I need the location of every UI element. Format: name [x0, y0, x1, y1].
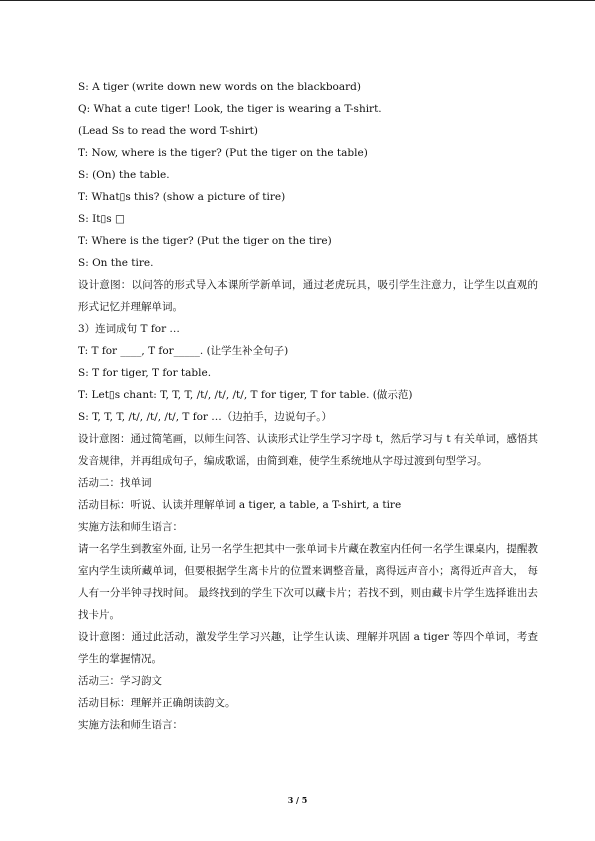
text-line: S: It▯s □: [78, 213, 125, 225]
text-line: S: On the tire.: [78, 257, 154, 269]
activity-heading: 活动三：学习韵文: [78, 675, 162, 687]
method-heading: 实施方法和师生语言：: [78, 719, 183, 731]
top-rule: [0, 0, 595, 1]
design-intent-paragraph-2: 设计意图：通过简笔画，以师生问答、认读形式让学生学习字母 t，然后学习与 t 有关单词，感悟其发音规律，并再组成句子，编成歌谣，由简到难，使学生系统地从字母过渡到句型学习。: [78, 433, 538, 467]
text-line: S: T for tiger, T for table.: [78, 367, 212, 379]
page-content: [78, 76, 538, 736]
activity-procedure-paragraph: 请一名学生到教室外面, 让另一名学生把其中一张单词卡片藏在教室内任何一名学生课桌内，提醒教室内学生读所藏单词，但要根据学生离卡片的位置来调整音量，离得远声音小；离得近声音大， 每人有一分半钟寻找时间。 最终找到的学生下次可以藏卡片；若找不到，则由藏卡片学生选择谁出去找卡片。: [78, 543, 538, 621]
text-line: S: T, T, T, /t/, /t/, /t/, T for …（边拍手，边说句子。）: [78, 411, 333, 423]
text-line: T: What▯s this? (show a picture of tire): [78, 191, 286, 203]
text-line: T: Where is the tiger? (Put the tiger on the tire): [78, 235, 332, 247]
text-line: T: T for ____, T for_____. (让学生补全句子): [78, 345, 289, 357]
text-line: Q: What a cute tiger! Look, the tiger is wearing a T-shirt.: [78, 103, 382, 115]
activity-goal: 活动目标：理解并正确朗读韵文。: [78, 697, 236, 709]
activity-goal: 活动目标：听说、认读并理解单词 a tiger, a table, a T-shirt, a tire: [78, 499, 402, 511]
design-intent-paragraph-1: 设计意图：以问答的形式导入本课所学新单词，通过老虎玩具，吸引学生注意力，让学生以直观的形式记忆并理解单词。: [78, 279, 538, 313]
text-line: T: Now, where is the tiger? (Put the tiger on the table): [78, 147, 368, 159]
text-line: T: Let▯s chant: T, T, T, /t/, /t/, /t/, T for tiger, T for table. (做示范): [78, 389, 413, 401]
text-line: S: A tiger (write down new words on the blackboard): [78, 81, 361, 93]
text-line: (Lead Ss to read the word T-shirt): [78, 125, 258, 137]
activity-heading: 活动二：找单词: [78, 477, 152, 489]
page-number: 3 / 5: [287, 795, 308, 805]
method-heading: 实施方法和师生语言：: [78, 521, 183, 533]
text-line: S: (On) the table.: [78, 169, 170, 181]
design-intent-paragraph-3: 设计意图：通过此活动，激发学生学习兴趣，让学生认读、理解并巩固 a tiger 等四个单词，考查学生的掌握情况。: [78, 631, 538, 665]
section-heading: 3）连词成句 T for …: [78, 323, 180, 335]
